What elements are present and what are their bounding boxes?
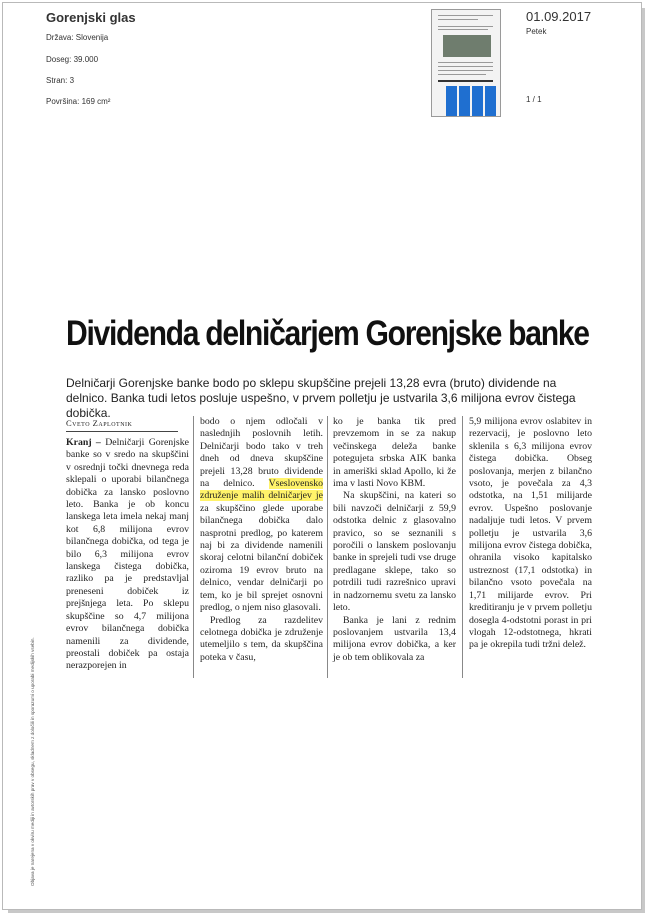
thumb-line (438, 62, 493, 63)
page-counter: 1 / 1 (526, 95, 542, 104)
meta-reach: Doseg: 39.000 (46, 55, 99, 64)
article-author: Cveto Zaplotnik (66, 418, 133, 428)
issue-date: 01.09.2017 (526, 9, 592, 24)
column-paragraph: Banka je lani z rednim poslovanjem ustvarila 13,4 milijona evrov dobička, a ker je ob tem oblikovala za (333, 614, 456, 663)
article-column-2 (200, 416, 323, 664)
meta-country: Država: Slovenija (46, 33, 109, 42)
publication-name: Gorenjski glas (46, 10, 136, 25)
thumb-line (438, 15, 493, 16)
column-paragraph: Predlog za razdelitev celotnega dobička je združenje utemeljilo s tem, da skupščina poteka v času, (200, 614, 323, 663)
thumb-highlight-col (472, 86, 483, 116)
thumb-line (438, 74, 486, 75)
column-paragraph: ko je banka tik pred prevzemom in se za nakup večinskega deleža banke potegujeta srbska AIK banka in ameriški sklad Apollo, ki že ima v lasti Novo KBM. (333, 416, 456, 490)
column-divider (327, 416, 328, 678)
article-headline: Dividenda delničarjem Gorenjske banke (66, 314, 589, 353)
article-column-4 (469, 416, 592, 652)
thumb-line (438, 70, 493, 71)
column-text: za skupščino glede uporabe bilančnega dobička dalo nasprotni predlog, po katerem naj bi za dividende namenili skoraj celotni bilanční dobiček oziroma 19 evrov bruto na delnico, vendar delničarji po tem, ko je bil sprejet osnovni predlog, o njem niso glasovali. (200, 502, 323, 614)
column-divider (462, 416, 463, 678)
thumb-highlight-col (459, 86, 470, 116)
column-divider (193, 416, 194, 678)
dateline: Kranj – (66, 437, 101, 448)
thumb-highlight-col (485, 86, 496, 116)
thumb-line (438, 66, 493, 67)
thumb-line (438, 26, 493, 27)
meta-area: Površina: 169 cm² (46, 97, 111, 106)
thumb-highlight-col (446, 86, 457, 116)
column-paragraph: 5,9 milijona evrov oslabitev in rezervacij, je poslovno leto sklenila s 6,3 milijona evrov čistega dobička. Obseg poslovanja, merjen z bilančno vsoto, je povečala za 4,3 odstotka, na 1,51 milijarde evrov. Uspešno poslovanje nadaljuje tudi letos. V prvem polletju je ustvarila 3,6 milijona evrov čistega dobička, ohranila visoko kapitalsko ustreznost (17,1 odstotka) in bilančno vsoto povečala na 1,71 milijarde evrov. Pri kreditiranju je v prvem polletju dosegla 4-odstotni porast in pri vlogah 12-odstotnega, hkrati pa je okrepila tudi tržni delež. (469, 416, 592, 651)
meta-page: Stran: 3 (46, 76, 75, 85)
thumb-line (438, 29, 488, 30)
column-text: bodo o njem odločali v naslednjih poslovnih letih. Delničarji bodo tako v treh dneh od dneva skupščine prejeli 13,28 bruto dividende na delnico. (200, 416, 323, 490)
thumb-headline (438, 80, 493, 82)
article-column-3 (333, 416, 456, 664)
thumb-photo (443, 35, 491, 57)
page-thumbnail[interactable] (431, 9, 501, 117)
issue-weekday: Petek (526, 27, 547, 36)
author-rule (66, 431, 178, 432)
column-paragraph: Na skupščini, na kateri so bili navzoči delničarji z 59,9 odstotka delnic z glasovalno pravico, so se seznanili s poročili o lanskem poslovanju banke in sprejeli tudi vse druge predlagane sklepe, tako so potrdili tudi razrešnico upravi in nadzornemu svetu za lansko leto. (333, 490, 456, 614)
article-lead: Delničarji Gorenjske banke bodo po sklepu skupščine prejeli 13,28 evra (bruto) dividende na delnico. Banka tudi letos posluje uspešno, v prvem polletju je ustvarila 3,6 milijona evrov čistega dobička. (66, 376, 576, 420)
thumb-line (438, 19, 478, 20)
copyright-note: Objava je narejena v okviru mediji in avtorskih prav v obsegu, skladnem z določili in sporazumi o uporabi medijskih vsebin. (30, 637, 35, 886)
highlighted-text: Vseslovensko združenje malih delničarjev je (200, 478, 323, 502)
column-text: Delničarji Gorenjske banke so v sredo na skupščini v osrednji točki dnevnega reda sklepali o uporabi bilančnega dobička za lansko poslovno leto. Banka je ob koncu lanskega leta imela nekaj manj kot 6,8 milijona evrov bilančnega dobička, od tega je bilo 6,3 milijona evrov lanskega čistega dobička, razliko pa je predstavljal preneseni dobiček iz prejšnjega leta. Po sklepu skupščine so 4,7 milijona evrov bilančnega dobička namenili za dividende, preostali dobiček pa ostaja nerazporejen in (66, 437, 189, 672)
article-column-1 (66, 437, 189, 673)
